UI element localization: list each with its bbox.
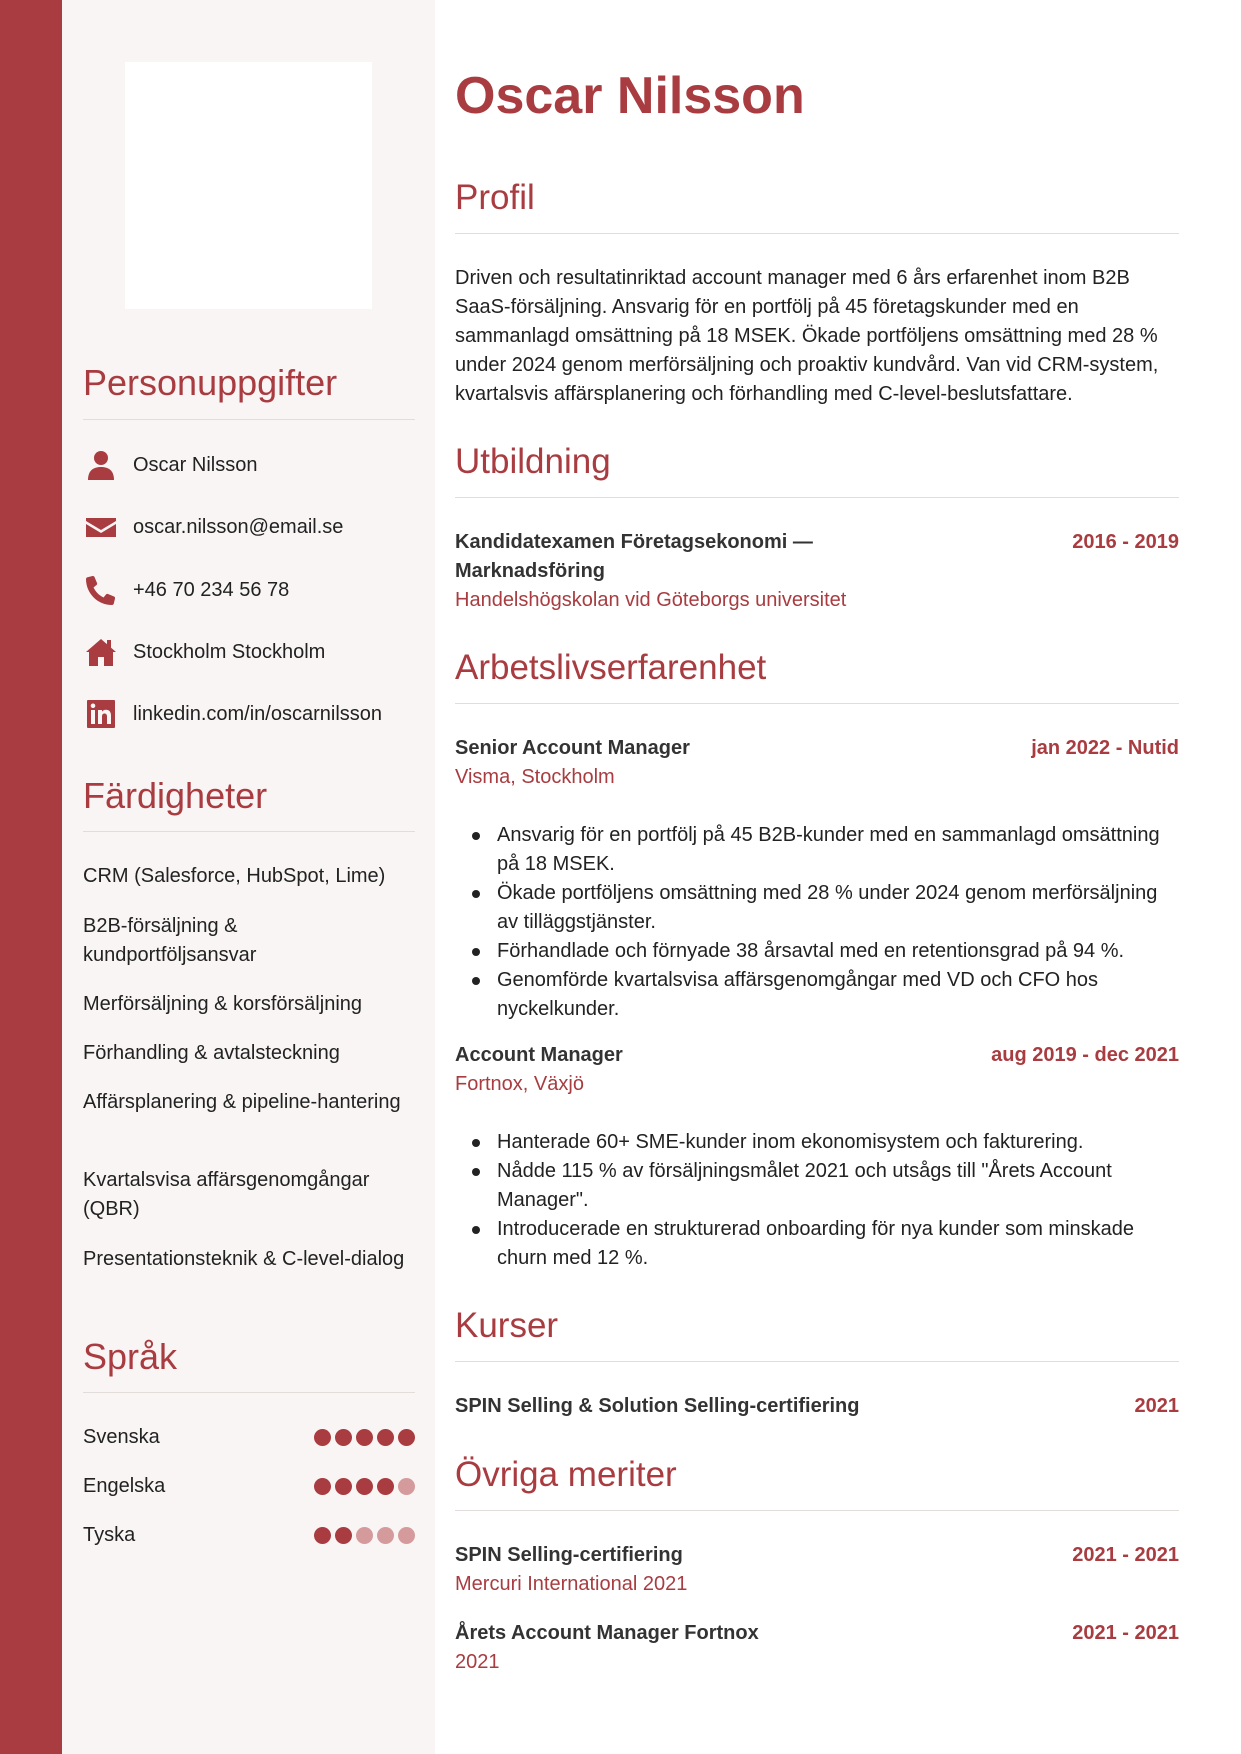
skill-item: CRM (Salesforce, HubSpot, Lime) (83, 865, 386, 887)
level-dot-filled (335, 1478, 352, 1495)
job-bullet: Hanterade 60+ SME-kunder inom ekonomisystem och fakturering. (455, 1128, 1179, 1157)
phone-icon (83, 572, 119, 608)
skill-item: Affärsplanering & pipeline-hantering (83, 1091, 401, 1113)
job-title: Account Manager (455, 1044, 623, 1066)
language-level (314, 1478, 415, 1495)
merit-dates: 2021 - 2021 (1072, 1622, 1179, 1644)
merit-sub: Mercuri International 2021 (455, 1573, 688, 1595)
divider (455, 1510, 1179, 1511)
job-title: Senior Account Manager (455, 737, 690, 759)
skills-heading: Färdigheter (83, 775, 268, 816)
language-level (314, 1527, 415, 1544)
level-dot-empty (377, 1527, 394, 1544)
contact-phone[interactable] (83, 570, 289, 610)
personal-heading: Personuppgifter (83, 362, 338, 403)
merit-title: Årets Account Manager Fortnox (455, 1622, 759, 1644)
skill-item: Merförsäljning & korsförsäljning (83, 993, 363, 1015)
level-dot-filled (314, 1429, 331, 1446)
divider (455, 1361, 1179, 1362)
course-title: SPIN Selling & Solution Selling-certifiering (455, 1395, 860, 1417)
contact-email-text[interactable]: oscar.nilsson@email.se (133, 515, 344, 538)
level-dot-filled (335, 1527, 352, 1544)
education-title-line: Marknadsföring (455, 560, 606, 582)
contact-location (83, 632, 325, 672)
envelope-icon (83, 509, 119, 545)
education-heading: Utbildning (455, 442, 611, 481)
skill-item: Presentationsteknik & C-level-dialog (83, 1248, 405, 1270)
sidebar (62, 0, 435, 1754)
language-level (314, 1429, 415, 1446)
job-bullet: Genomförde kvartalsvisa affärsgenomgångar med VD och CFO hos nyckelkunder. (455, 966, 1179, 1024)
courses-heading: Kurser (455, 1306, 559, 1345)
job-bullets (455, 821, 1179, 1024)
level-dot-filled (314, 1478, 331, 1495)
language-row (83, 1521, 415, 1550)
merits-heading: Övriga meriter (455, 1455, 677, 1494)
profile-text: Driven och resultatinriktad account manager med 6 års erfarenhet inom B2B SaaS-försäljning. Ansvarig för en portfölj på 45 företagskunder med en sammanlagd omsättning på 18 MSEK. Ökade portföljens omsättning med 28 % under 2024 genom merförsäljning och proaktiv kundvård. Van vid CRM-system, kvartalsvis affärsplanering och förhandling med C-level-beslutsfattare. (455, 267, 1159, 405)
level-dot-empty (398, 1527, 415, 1544)
skill-item: Kvartalsvisa affärsgenomgångar (QBR) (83, 1169, 370, 1220)
job-bullet: Förhandlade och förnyade 38 årsavtal med en retentionsgrad på 94 %. (455, 937, 1179, 966)
language-name: Tyska (83, 1524, 136, 1546)
level-dot-filled (377, 1429, 394, 1446)
education-school: Handelshögskolan vid Göteborgs universitet (455, 589, 847, 611)
profile-photo (125, 62, 372, 309)
contact-email[interactable] (83, 507, 343, 547)
divider (83, 831, 415, 832)
divider (455, 233, 1179, 234)
merit-title: SPIN Selling-certifiering (455, 1544, 683, 1566)
job-bullets (455, 1128, 1179, 1273)
job-bullet: Introducerade en strukturerad onboarding för nya kunder som minskade churn med 12 %. (455, 1215, 1179, 1273)
contact-linkedin-text[interactable]: linkedin.com/in/oscarnilsson (133, 702, 383, 725)
merit-sub: 2021 (455, 1651, 500, 1673)
education-title (455, 528, 813, 586)
job-dates: aug 2019 - dec 2021 (991, 1044, 1179, 1066)
level-dot-filled (335, 1429, 352, 1446)
experience-heading: Arbetslivserfarenhet (455, 648, 767, 687)
language-row (83, 1423, 415, 1452)
contact-phone-text[interactable]: +46 70 234 56 78 (133, 578, 290, 601)
profile-heading: Profil (455, 178, 535, 217)
divider (83, 419, 415, 420)
person-icon (83, 447, 119, 483)
education-dates: 2016 - 2019 (1072, 531, 1179, 553)
contact-name-text: Oscar Nilsson (133, 453, 258, 476)
contact-location-text: Stockholm Stockholm (133, 640, 326, 663)
divider (455, 497, 1179, 498)
contact-linkedin[interactable] (83, 694, 382, 734)
job-bullet: Nådde 115 % av försäljningsmålet 2021 och utsågs till "Årets Account Manager". (455, 1157, 1179, 1215)
level-dot-filled (356, 1429, 373, 1446)
divider (83, 1392, 415, 1393)
language-name: Svenska (83, 1426, 160, 1448)
level-dot-filled (356, 1478, 373, 1495)
course-year: 2021 (1134, 1395, 1179, 1417)
education-title-line: Kandidatexamen Företagsekonomi — (455, 531, 813, 553)
level-dot-empty (356, 1527, 373, 1544)
job-company: Visma, Stockholm (455, 766, 615, 788)
accent-stripe (0, 0, 62, 1754)
level-dot-empty (398, 1478, 415, 1495)
merit-dates: 2021 - 2021 (1072, 1544, 1179, 1566)
divider (455, 703, 1179, 704)
skill-item: Förhandling & avtalsteckning (83, 1042, 340, 1064)
job-bullet: Ökade portföljens omsättning med 28 % under 2024 genom merförsäljning av tilläggstjänster. (455, 879, 1179, 937)
level-dot-filled (314, 1527, 331, 1544)
job-company: Fortnox, Växjö (455, 1073, 584, 1095)
linkedin-icon (83, 696, 119, 732)
skill-item: B2B-försäljning & kundportföljsansvar (83, 915, 257, 966)
candidate-name: Oscar Nilsson (455, 67, 805, 125)
home-icon (83, 634, 119, 670)
main-content (455, 0, 1179, 1754)
level-dot-filled (398, 1429, 415, 1446)
level-dot-filled (377, 1478, 394, 1495)
language-name: Engelska (83, 1475, 166, 1497)
job-bullet: Ansvarig för en portfölj på 45 B2B-kunder med en sammanlagd omsättning på 18 MSEK. (455, 821, 1179, 879)
job-dates: jan 2022 - Nutid (1031, 737, 1179, 759)
language-row (83, 1472, 415, 1501)
languages-heading: Språk (83, 1336, 178, 1377)
contact-name (83, 445, 257, 485)
